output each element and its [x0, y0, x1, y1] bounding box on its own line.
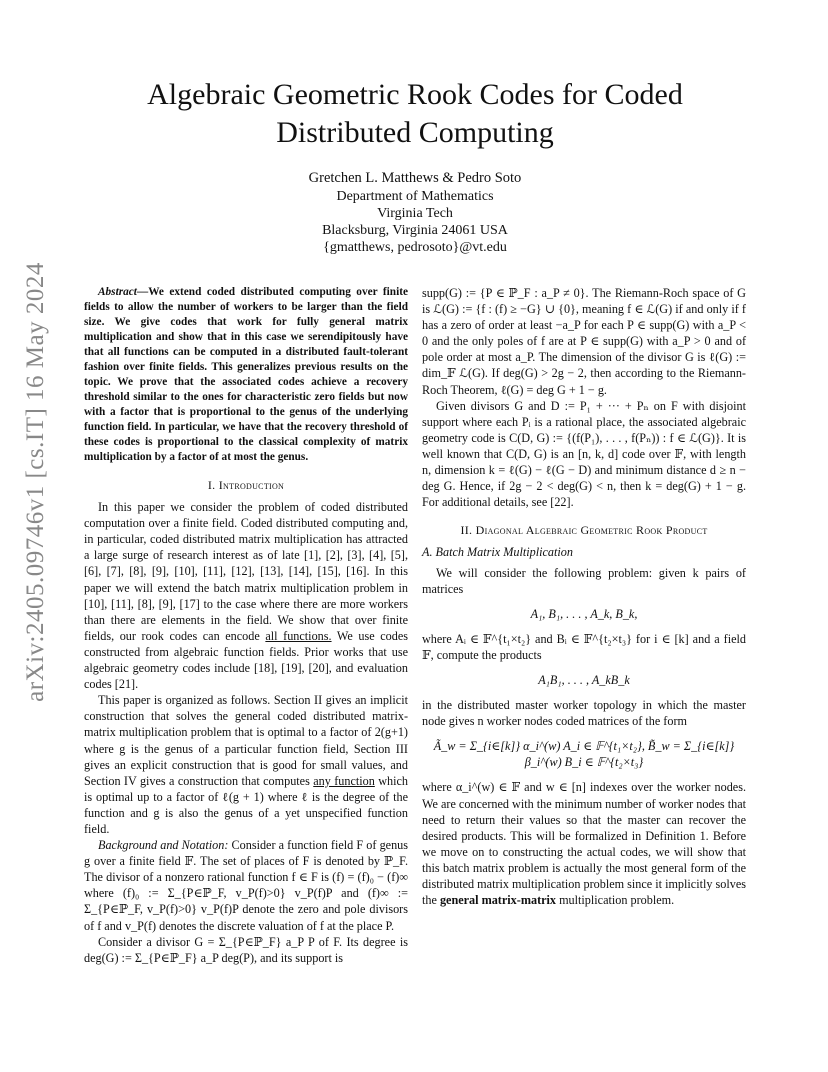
divisor-paragraph: Consider a divisor G = Σ_{P∈ℙ_F} a_P P of F. Its degree is deg(G) := Σ_{P∈ℙ_F} a_P deg(P), and its support is: [84, 934, 408, 965]
right-column: [422, 285, 746, 908]
subsection-heading-batch: A. Batch Matrix Multiplication: [422, 545, 573, 560]
background-paragraph: [84, 837, 408, 934]
distributed-paragraph: in the distributed master worker topology in which the master node gives n worker nodes coded matrices of the form: [422, 698, 746, 729]
batch-paragraph: We will consider the following problem: given k pairs of matrices: [422, 565, 746, 596]
author-block: [90, 170, 740, 256]
section-heading-diagonal: II. Diagonal Algebraic Geometric Rook Product: [460, 523, 708, 538]
intro-p1-underline: all functions.: [265, 628, 332, 643]
equation-products: A₁B₁, . . . , A_kB_k: [538, 672, 630, 687]
institution: Virginia Tech: [377, 206, 453, 221]
arxiv-id: arXiv:2405.09746v1 [cs.IT] 16 May 2024: [22, 262, 50, 702]
author-names: Gretchen L. Matthews & Pedro Soto: [308, 170, 522, 186]
email: {gmatthews, pedrosoto}@vt.edu: [323, 240, 507, 255]
intro-paragraph-2: [84, 692, 408, 837]
support-paragraph: supp(G) := {P ∈ ℙ_F : a_P ≠ 0}. The Riemann-Roch space of G is ℒ(G) := {f : (f) ≥ −G} ∪ {0}, meaning f ∈ ℒ(G) if and only if f has a zero of order at least −a_P for each P ∈ supp(G) with a_P < 0 and the only poles of f are at P ∈ supp(G) with a_P > 0 and of pole order at most a_P. The dimension of the divisor G is ℓ(G) := dim_𝔽 ℒ(G). If deg(G) > 2g − 2, then according to the Riemann-Roch Theorem, ℓ(G) = deg G + 1 − g.: [422, 286, 746, 397]
ag-code-paragraph: Given divisors G and D := P₁ + ··· + Pₙ on F with disjoint support where each Pᵢ is a rational place, the associated algebraic geometry code is C(D, G) := {(f(P₁), . . . , f(Pₙ)) : f ∈ ℒ(G)}. It is well known that C(D, G) is an [n, k, d] code over 𝔽, with length n, dimension k = ℓ(G) − ℓ(G − D) and minimum distance d ≥ n − deg G. Hence, if 2g − 2 < deg(G) < n, then k = deg(G) + 1 − g. For additional details, see [22].: [422, 398, 746, 510]
equation-coded-matrices: Ã_w = Σ_{i∈[k]} α_i^(w) A_i ∈ 𝔽^{t₁×t₂}, B̃_w = Σ_{i∈[k]} β_i^(w) B_i ∈ 𝔽^{t₂×t₃}: [433, 739, 735, 770]
alpha-bold: general matrix-matrix: [439, 893, 557, 908]
intro-paragraph-1: [84, 499, 408, 692]
intro-p1-text: In this paper we consider the problem of coded distributed computation over a finite field. Coded distributed computing and, in particular, coded distributed matrix multiplication has attracted a large surge of research interest as of late [1], [2], [3], [4], [5], [6], [7], [8], [9], [10], [11], [12], [13], [14], [15], [16]. In this paper we will extend the batch matrix multiplication problem in [10], [11], [8], [9], [17] to the case where there are more workers than there are elements in the field. We show that over finite fields, our rook codes can encode: [84, 500, 408, 643]
address: Blacksburg, Virginia 24061 USA: [322, 223, 508, 238]
arxiv-identifier-stamp: [18, 262, 54, 702]
intro-p2-underline: any function: [313, 773, 375, 788]
alpha-text: where α_i^(w) ∈ 𝔽 and w ∈ [n] indexes over the worker nodes. We are concerned with the minimum number of worker nodes that need to return their values so that the master can recover the desired products. This will be formalized in Definition 1. Before we move on to constructing the actual codes, we will show that this batch matrix problem is actually the most general form of the distributed matrix multiplication problem since it implicitly solves the: [422, 780, 746, 908]
intro-p1-end: We use codes constructed from algebraic function fields. Prior works that use algebraic geometry codes include [18], [19], [20], and evaluation codes [21].: [84, 628, 408, 692]
where-paragraph: where Aᵢ ∈ 𝔽^{t₁×t₂} and Bᵢ ∈ 𝔽^{t₂×t₃} for i ∈ [k] and a field 𝔽, compute the products: [422, 631, 746, 662]
abstract-label: Abstract: [98, 286, 137, 298]
left-column: [84, 285, 408, 966]
abstract-text: —We extend coded distributed computing over finite fields to allow the number of workers to be larger than the field size. We give codes that work for fully general matrix multiplication and show that in this case we serendipitously have that all functions can be computed in a distributed fault-tolerant fashion over finite fields. This generalizes previous results on the topic. We prove that the associated codes achieve a recovery threshold similar to the ones for characteristic zero fields but now with a factor that is proportional to the genus of the underlying function field. In particular, we have that the recovery threshold of these codes is proportional to the classical complexity of matrix multiplication by a factor of at most the genus.: [84, 286, 408, 463]
equation-matrix-pairs: A₁, B₁, . . . , A_k, B_k,: [530, 606, 638, 621]
department: Department of Mathematics: [336, 189, 494, 204]
intro-p2-text: This paper is organized as follows. Section II gives an implicit construction that solves the general coded distributed matrix-matrix multiplication problem that is optimal to a factor of 2(g+1) where g is the genus of a particular function field, Section III gives an explicit construction that is good for small values, and Section IV gives a construction that computes: [84, 693, 408, 788]
abstract: [84, 285, 408, 465]
background-text: Consider a function field F of genus g over a finite field 𝔽. The set of places of F is denoted by ℙ_F. The divisor of a nonzero rational function f ∈ F is (f) = (f)₀ − (f)∞ where (f)₀ := Σ_{P∈ℙ_F, v_P(f)>0} v_P(f)P and (f)∞ := Σ_{P∈ℙ_F, v_P(f)>0} v_P(f)P denote the zero and pole divisors of f and v_P(f) denotes the discrete valuation of f at the place P.: [84, 838, 409, 933]
section-heading-introduction: I. Introduction: [207, 478, 285, 492]
alpha-end: multiplication problem.: [559, 893, 675, 908]
background-label: Background and Notation:: [98, 838, 229, 853]
paper-title: Algebraic Geometric Rook Codes for Coded Distributed Computing: [147, 78, 683, 149]
alpha-paragraph: [422, 779, 746, 908]
intro-p2-end: which is optimal up to a factor of ℓ(g + 1) where ℓ is the degree of the function and g is also the genus of a yet unspecified function field.: [84, 773, 409, 836]
